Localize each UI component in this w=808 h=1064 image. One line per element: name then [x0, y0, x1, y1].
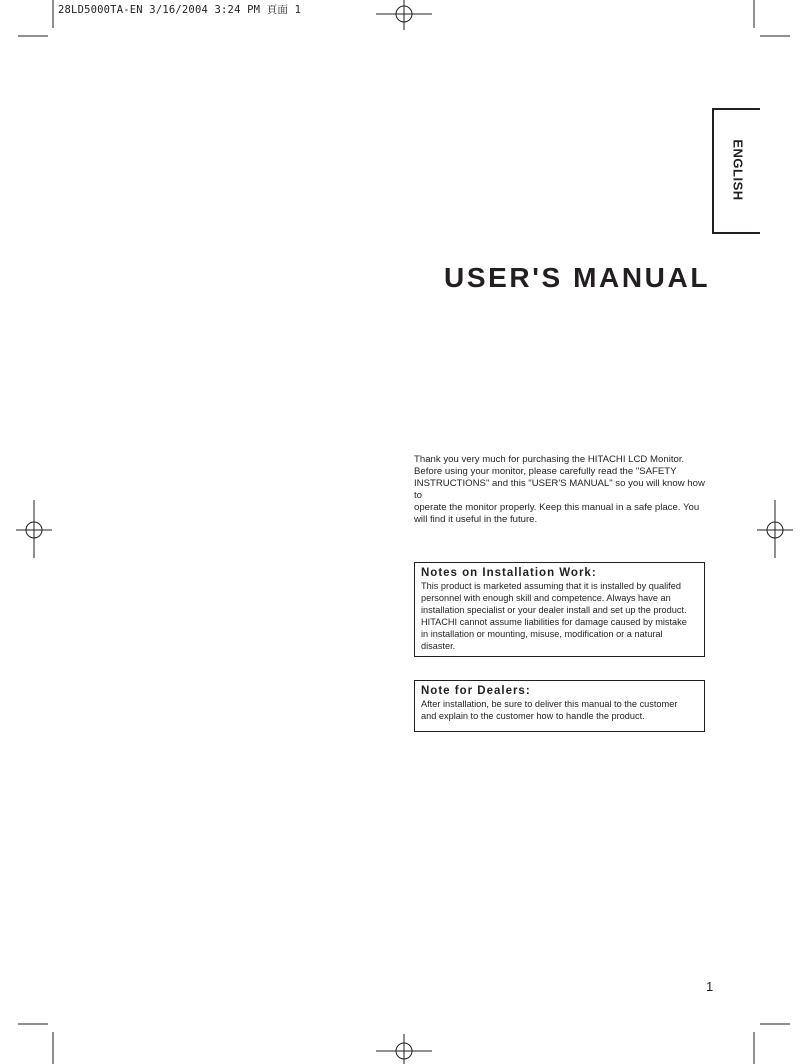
note-line: After installation, be sure to deliver this manual to the customer [421, 699, 678, 709]
print-slug: 28LD5000TA-EN 3/16/2004 3:24 PM 頁面 1 [58, 4, 302, 16]
registration-mark-bottom [376, 1034, 432, 1064]
note-line: and explain to the customer how to handle the product. [421, 711, 645, 721]
note-line: HITACHI cannot assume liabilities for damage caused by mistake [421, 617, 687, 627]
page-number: 1 [706, 979, 714, 994]
note-line: in installation or mounting, misuse, modification or a natural [421, 629, 663, 639]
installation-notes-body [421, 580, 698, 652]
installation-notes-box [414, 562, 705, 657]
registration-mark-left [16, 500, 52, 558]
intro-line: Thank you very much for purchasing the HITACHI LCD Monitor. [414, 454, 685, 465]
page-title: USER'S MANUAL [444, 262, 711, 293]
intro-line: operate the monitor properly. Keep this manual in a safe place. You [414, 502, 700, 513]
dealers-note-title: Note for Dealers: [421, 685, 531, 697]
registration-mark-top [376, 0, 432, 30]
note-line: installation specialist or your dealer install and set up the product. [421, 605, 687, 615]
intro-paragraph [414, 454, 708, 526]
intro-line: Before using your monitor, please carefully read the "SAFETY [414, 466, 677, 477]
note-line: This product is marketed assuming that it is installed by qualifed [421, 581, 681, 591]
language-tab [712, 108, 760, 234]
dealers-note-body [421, 698, 698, 722]
note-line: personnel with enough skill and competence. Always have an [421, 593, 671, 603]
dealers-note-box [414, 680, 705, 732]
registration-mark-right [757, 500, 793, 558]
intro-line: INSTRUCTIONS" and this "USER'S MANUAL" so you will know how to [414, 478, 705, 501]
intro-line: will find it useful in the future. [414, 514, 538, 525]
installation-notes-title: Notes on Installation Work: [421, 567, 597, 579]
note-line: disaster. [421, 641, 456, 651]
language-tab-label: ENGLISH [730, 139, 746, 201]
